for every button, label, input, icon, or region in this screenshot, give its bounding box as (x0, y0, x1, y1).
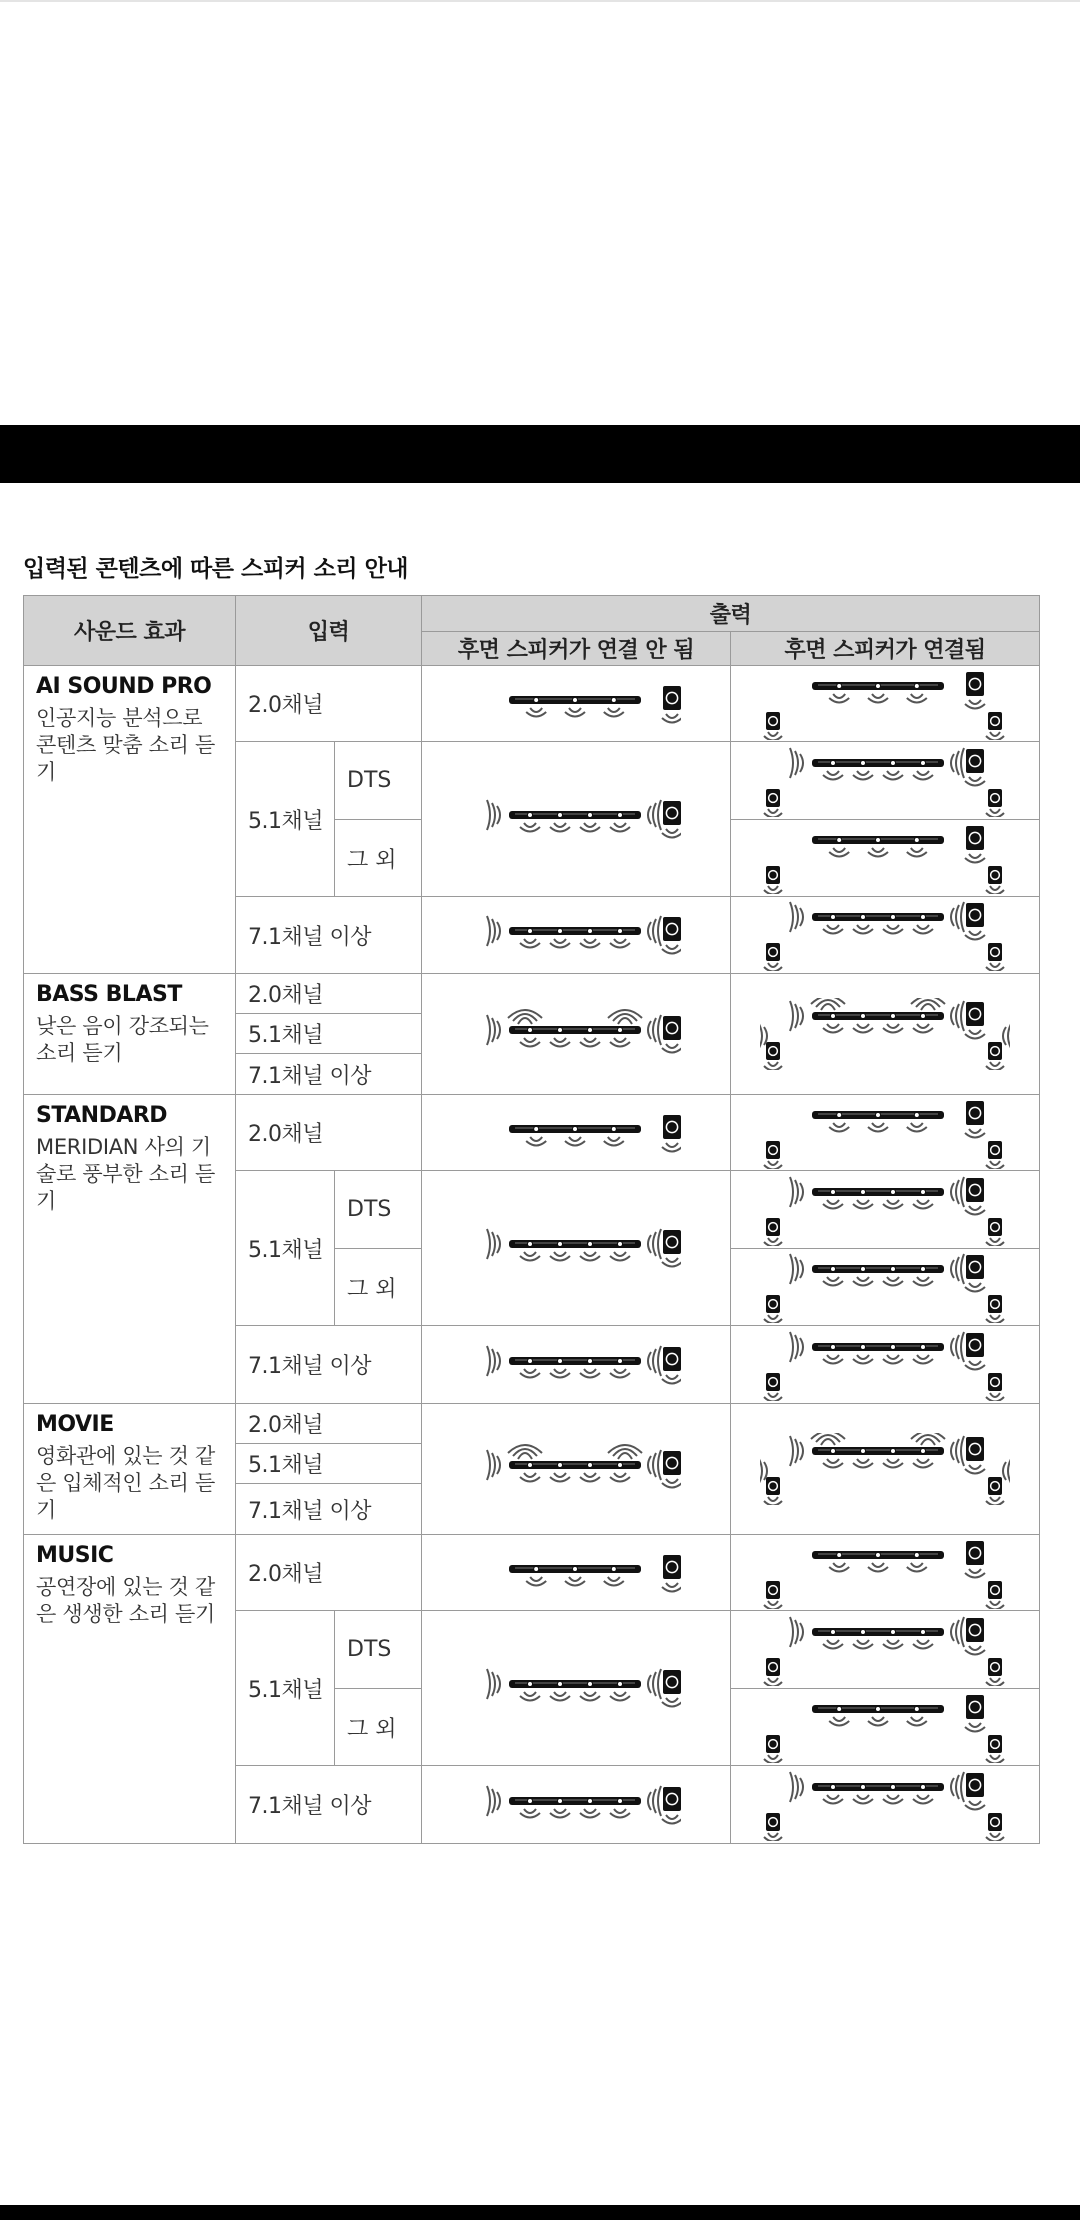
input-label: 5.1채널 (236, 742, 335, 897)
soundbar-with-subwoofer-icon (471, 1547, 681, 1599)
output-with-rear (731, 1171, 1040, 1249)
soundbar-with-rear-speakers-icon (760, 1537, 1010, 1609)
effect-desc: 영화관에 있는 것 같은 입체적인 소리 듣기 (36, 1444, 216, 1522)
soundbar-with-bass-waves-icon (471, 1443, 681, 1495)
effect-name: MOVIE (36, 1412, 114, 1437)
soundbar-with-rear-speakers-bass-icon (760, 1433, 1010, 1505)
soundbar-with-side-waves-icon (471, 1662, 681, 1714)
output-with-rear (731, 974, 1040, 1095)
input-sub-label: 그 외 (335, 820, 422, 897)
soundbar-with-rear-speakers-waves-icon (760, 745, 1010, 817)
input-label: 5.1채널 (236, 1611, 335, 1766)
header-output: 출력 (422, 596, 1040, 632)
header-input: 입력 (236, 596, 422, 666)
output-with-rear (731, 1404, 1040, 1535)
input-label: 2.0채널 (236, 1535, 422, 1611)
output-no-rear (422, 897, 731, 974)
output-with-rear (731, 1535, 1040, 1611)
top-black-bar (0, 425, 1080, 483)
input-label: 7.1채널 이상 (236, 897, 422, 974)
output-no-rear (422, 1766, 731, 1844)
output-no-rear (422, 742, 731, 897)
soundbar-with-rear-speakers-icon (760, 668, 1010, 740)
effect-bass-blast (24, 974, 236, 1095)
input-label: 7.1채널 이상 (236, 1054, 422, 1095)
output-with-rear (731, 742, 1040, 820)
soundbar-with-bass-waves-icon (471, 1008, 681, 1060)
effect-name: STANDARD (36, 1103, 168, 1128)
soundbar-with-rear-speakers-waves-icon (760, 1769, 1010, 1841)
header-with-rear: 후면 스피커가 연결됨 (731, 632, 1040, 666)
top-divider (0, 0, 1080, 2)
input-sub-label: 그 외 (335, 1249, 422, 1326)
input-sub-label: DTS (335, 1611, 422, 1689)
input-label: 7.1채널 이상 (236, 1326, 422, 1404)
input-label: 7.1채널 이상 (236, 1484, 422, 1535)
soundbar-with-side-waves-icon (471, 1339, 681, 1391)
output-with-rear (731, 1095, 1040, 1171)
output-no-rear (422, 1171, 731, 1326)
input-sub-label: DTS (335, 742, 422, 820)
input-label: 7.1채널 이상 (236, 1766, 422, 1844)
output-with-rear (731, 820, 1040, 897)
input-label: 5.1채널 (236, 1014, 422, 1054)
input-label: 2.0채널 (236, 1404, 422, 1444)
soundbar-with-subwoofer-icon (471, 1107, 681, 1159)
output-with-rear (731, 1249, 1040, 1326)
soundbar-with-rear-speakers-icon (760, 1097, 1010, 1169)
soundbar-with-rear-speakers-icon (760, 822, 1010, 894)
soundbar-with-rear-speakers-icon (760, 1691, 1010, 1763)
soundbar-with-rear-speakers-bass-icon (760, 998, 1010, 1070)
output-no-rear (422, 666, 731, 742)
input-label: 2.0채널 (236, 974, 422, 1014)
effect-music (24, 1535, 236, 1844)
output-no-rear (422, 974, 731, 1095)
output-with-rear (731, 1766, 1040, 1844)
header-sound-effect: 사운드 효과 (24, 596, 236, 666)
input-label: 5.1채널 (236, 1171, 335, 1326)
output-with-rear (731, 1326, 1040, 1404)
soundbar-with-side-waves-icon (471, 1222, 681, 1274)
input-label: 5.1채널 (236, 1444, 422, 1484)
output-with-rear (731, 897, 1040, 974)
output-no-rear (422, 1326, 731, 1404)
effect-name: BASS BLAST (36, 982, 182, 1007)
soundbar-with-rear-speakers-waves-icon (760, 1329, 1010, 1401)
soundbar-with-rear-speakers-waves-icon (760, 1174, 1010, 1246)
effect-desc: 공연장에 있는 것 같은 생생한 소리 듣기 (36, 1575, 216, 1626)
output-no-rear (422, 1404, 731, 1535)
soundbar-with-subwoofer-icon (471, 678, 681, 730)
output-with-rear (731, 666, 1040, 742)
soundbar-with-side-waves-icon (471, 1779, 681, 1831)
effect-standard (24, 1095, 236, 1404)
soundbar-with-side-waves-icon (471, 909, 681, 961)
soundbar-with-rear-speakers-waves-icon (760, 1614, 1010, 1686)
input-sub-label: DTS (335, 1171, 422, 1249)
speaker-sound-table (23, 595, 1040, 1844)
output-no-rear (422, 1535, 731, 1611)
output-no-rear (422, 1095, 731, 1171)
soundbar-with-rear-speakers-waves-icon (760, 899, 1010, 971)
effect-desc: 인공지능 분석으로 콘텐츠 맞춤 소리 듣기 (36, 706, 216, 784)
effect-name: MUSIC (36, 1543, 114, 1568)
bottom-black-bar (0, 2205, 1080, 2220)
effect-desc: 낮은 음이 강조되는 소리 듣기 (36, 1014, 209, 1065)
effect-desc: MERIDIAN 사의 기술로 풍부한 소리 듣기 (36, 1135, 216, 1213)
output-no-rear (422, 1611, 731, 1766)
effect-ai-sound-pro (24, 666, 236, 974)
effect-name: AI SOUND PRO (36, 674, 212, 699)
input-label: 2.0채널 (236, 666, 422, 742)
soundbar-with-rear-speakers-waves-icon (760, 1251, 1010, 1323)
header-no-rear: 후면 스피커가 연결 안 됨 (422, 632, 731, 666)
soundbar-with-side-waves-icon (471, 793, 681, 845)
effect-movie (24, 1404, 236, 1535)
output-with-rear (731, 1689, 1040, 1766)
input-label: 2.0채널 (236, 1095, 422, 1171)
input-sub-label: 그 외 (335, 1689, 422, 1766)
page-title: 입력된 콘텐츠에 따른 스피커 소리 안내 (23, 556, 409, 582)
output-with-rear (731, 1611, 1040, 1689)
